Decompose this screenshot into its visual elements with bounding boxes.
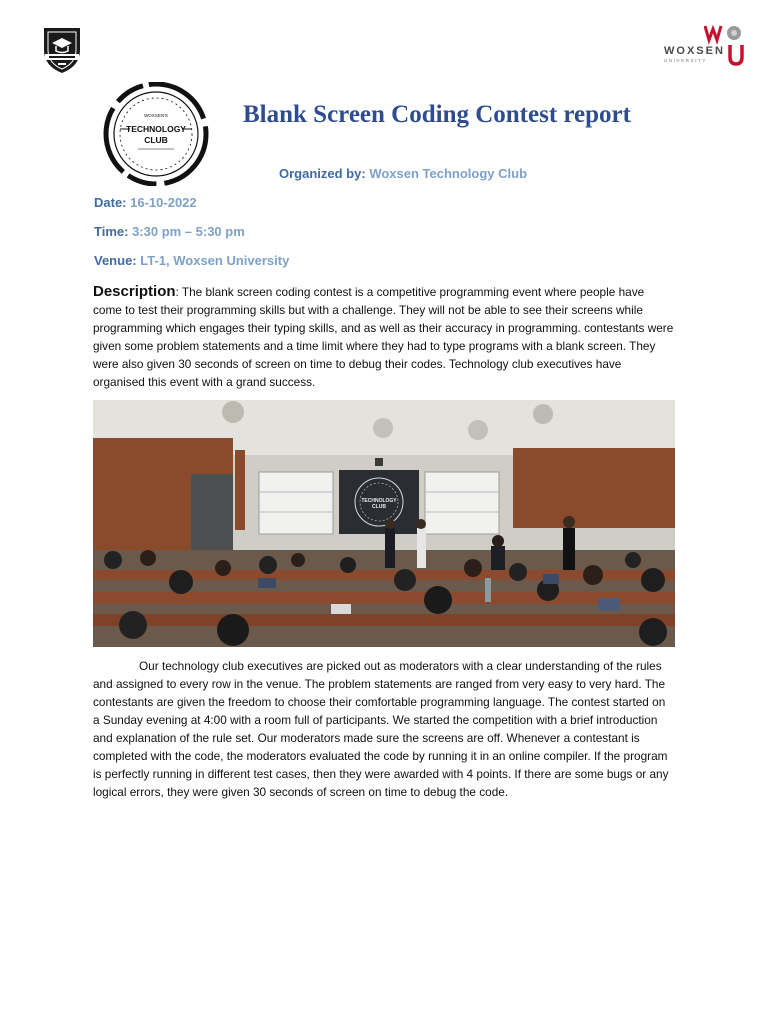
club-logo-name-line2: CLUB bbox=[144, 135, 168, 145]
description-text: : The blank screen coding contest is a competitive programming event where people have come to test their programming skills but with a challenge. They will not be able to see their screens while programming which engages their typing skills, and as well as their accuracy in programming. contestants were given some problem statements and a time limit where they had to type programs with a blank screen. They were also given 30 seconds of screen on time to debug their codes. Technology club executives have organised this event with a grand success. bbox=[93, 285, 674, 389]
technology-club-logo bbox=[100, 82, 212, 186]
organized-by-value: Woxsen Technology Club bbox=[369, 166, 528, 181]
club-logo-top-text: WOXSEN'S bbox=[144, 113, 168, 118]
date-value: 16-10-2022 bbox=[130, 195, 197, 210]
time-label: Time: bbox=[94, 224, 129, 239]
body-paragraph: Our technology club executives are picked out as moderators with a clear understanding of the rules and assigned to every row in the venue. The problem statements are ranged from very easy to very hard. The contestants are given the freedom to choose their comfortable programming language. The contest started on a Sunday evening at 4:00 with a room full of participants. We started the competition with a brief introduction and explanation of the rule set. Our moderators made sure the screens are off. Whenever a contestant is completed with the code, the moderators evaluated the code by running it in an online compiler. If the program is perfectly running in different test cases, then they were awarded with 4 points. If there are some bugs or any logical errors, they were given 30 seconds of screen on time to debug the code. bbox=[93, 659, 669, 799]
venue-value: LT-1, Woxsen University bbox=[140, 253, 290, 268]
student-council-logo bbox=[36, 24, 88, 76]
event-venue bbox=[94, 253, 289, 268]
university-subtitle: UNIVERSITY bbox=[664, 58, 708, 63]
screen-text-line1: TECHNOLOGY bbox=[361, 498, 397, 504]
venue-label: Venue: bbox=[94, 253, 137, 268]
event-date bbox=[94, 195, 197, 210]
description-label: Description bbox=[93, 283, 176, 300]
time-value: 3:30 pm – 5:30 pm bbox=[132, 224, 245, 239]
organized-by-label: Organized by: bbox=[279, 166, 366, 181]
organized-by bbox=[279, 166, 527, 181]
page-title: Blank Screen Coding Contest report bbox=[243, 101, 631, 128]
screen-text-line2: CLUB bbox=[372, 504, 386, 510]
event-photo bbox=[93, 400, 675, 647]
woxsen-university-logo bbox=[664, 24, 744, 68]
university-name: WOXSEN bbox=[664, 45, 725, 57]
date-label: Date: bbox=[94, 195, 127, 210]
description-paragraph bbox=[93, 283, 675, 391]
event-time bbox=[94, 224, 245, 239]
club-logo-name-line1: TECHNOLOGY bbox=[126, 124, 186, 134]
